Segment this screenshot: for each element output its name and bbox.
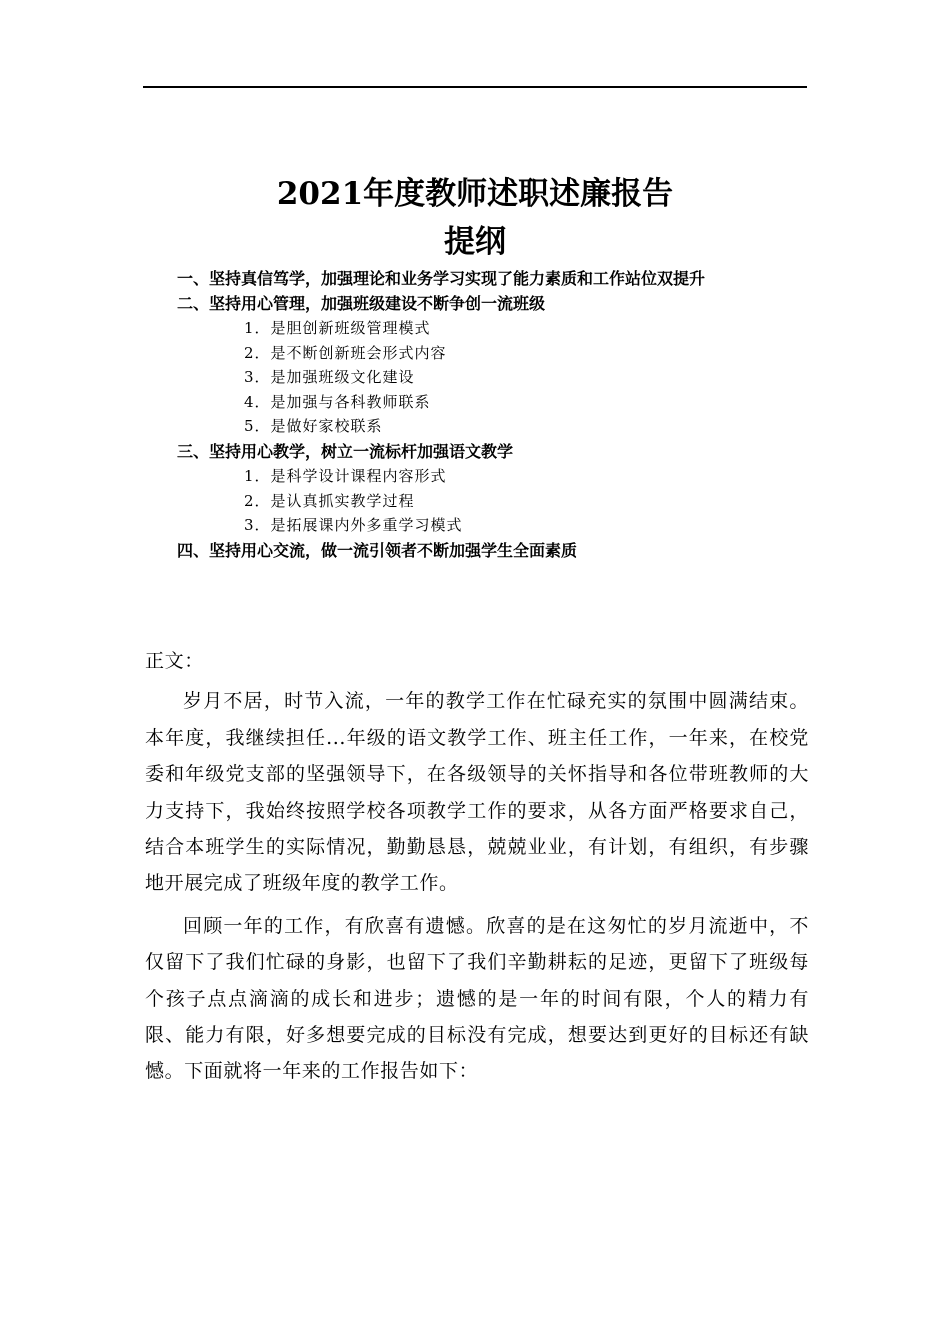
outline bbox=[177, 266, 807, 563]
outline-item: 1．是科学设计课程内容形式 bbox=[244, 466, 447, 485]
outline-item: 5．是做好家校联系 bbox=[244, 417, 383, 436]
outline-item: 4．是加强与各科教师联系 bbox=[244, 392, 431, 411]
body-paragraph-2: 回顾一年的工作，有欣喜有遗憾。欣喜的是在这匆忙的岁月流逝中，不仅留下了我们忙碌的身影，也留下了我们辛勤耕耘的足迹，更留下了班级每个孩子点点滴滴的成长和进步；遗憾的是一年的时间有限，个人的精力有限、能力有限，好多想要完成的目标没有完成，想要达到更好的目标还有缺憾。下面就将一年来的工作报告如下： bbox=[145, 914, 809, 1083]
outline-heading-2: 二、坚持用心管理，加强班级建设不断争创一流班级 bbox=[177, 294, 546, 313]
outline-heading-3: 三、坚持用心教学，树立一流标杆加强语文教学 bbox=[177, 441, 514, 461]
outline-item: 3．是拓展课内外多重学习模式 bbox=[244, 516, 463, 535]
body-paragraph-1: 岁月不居，时节入流，一年的教学工作在忙碌充实的氛围中圆满结束。本年度，我继续担任...年级的语文教学工作、班主任工作，一年来，在校党委和年级党支部的坚强领导下，在各级领导的关怀指导和各位带班教师的大力支持下，我始终按照学校各项教学工作的要求，从各方面严格要求自己，结合本班学生的实际情况，勤勤恳恳，兢兢业业，有计划，有组织，有步骤地开展完成了班级年度的教学工作。 bbox=[145, 690, 809, 895]
outline-item: 2．是不断创新班会形式内容 bbox=[244, 343, 447, 362]
document-title: 2021年度教师述职述廉报告 bbox=[276, 176, 674, 212]
body-label: 正文： bbox=[145, 650, 204, 672]
outline-heading-1: 一、坚持真信笃学，加强理论和业务学习实现了能力素质和工作站位双提升 bbox=[177, 269, 706, 288]
document-subtitle: 提纲 bbox=[444, 224, 506, 260]
outline-item: 3．是加强班级文化建设 bbox=[244, 368, 415, 387]
body-section bbox=[145, 643, 809, 1096]
outline-heading-4: 四、坚持用心交流，做一流引领者不断加强学生全面素质 bbox=[177, 540, 578, 560]
header-rule bbox=[143, 86, 807, 88]
outline-item: 1．是胆创新班级管理模式 bbox=[244, 319, 431, 337]
outline-item: 2．是认真抓实教学过程 bbox=[244, 491, 415, 510]
